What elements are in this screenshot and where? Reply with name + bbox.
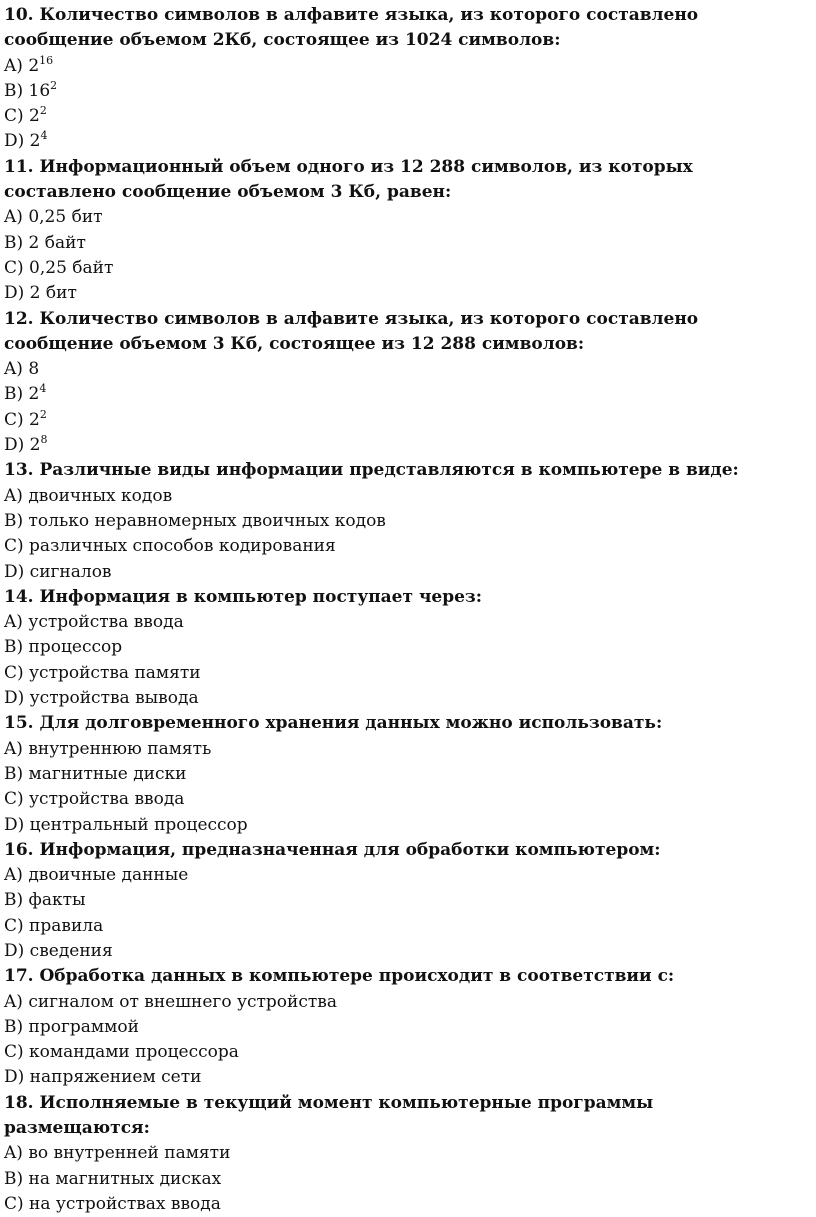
option-b: B) факты	[4, 890, 86, 911]
option-d: D) сигналов	[4, 561, 112, 582]
question-14	[4, 585, 796, 711]
question-11	[4, 155, 796, 307]
option-b: B) 2 байт	[4, 232, 86, 253]
option-a: A) двоичных кодов	[4, 485, 173, 506]
option-a: A) двоичные данные	[4, 865, 189, 886]
option-b: B) программой	[4, 1016, 139, 1037]
option-a: A) $2^{16}$	[4, 53, 54, 76]
option-a: A) сигналом от внешнего устройства	[4, 991, 337, 1012]
option-c: C) командами процессора	[4, 1042, 239, 1063]
option-c: C) устройства ввода	[4, 789, 185, 810]
question-16	[4, 838, 796, 964]
option-b: B) только неравномерных двоичных кодов	[4, 510, 386, 531]
question-text: 18. Исполняемые в текущий момент компьютерные программы размещаются:	[4, 1092, 654, 1139]
option-b: B) магнитные диски	[4, 763, 187, 784]
option-d: D) 2 бит	[4, 283, 77, 304]
option-d: D) сведения	[4, 940, 113, 961]
question-17	[4, 964, 796, 1090]
question-text: 13. Различные виды информации представляются в компьютере в виде:	[4, 460, 739, 481]
question-18	[4, 1091, 796, 1217]
option-b: B) на магнитных дисках	[4, 1168, 222, 1189]
option-a: A) внутреннюю память	[4, 738, 212, 759]
option-c: C) различных способов кодирования	[4, 536, 336, 557]
question-text: 10. Количество символов в алфавите языка, из которого составлено сообщение объемом 2Кб, состоящее из 1024 символов:	[4, 5, 699, 51]
option-c: C) устройства памяти	[4, 662, 201, 683]
question-text: 12. Количество символов в алфавите языка, из которого составлено сообщение объемом 3 Кб, состоящее из 12 288 символов:	[4, 308, 699, 354]
question-10	[4, 3, 796, 155]
question-text: 11. Информационный объем одного из 12 288 символов, из которых составлено сообщение объемом 3 Кб, равен:	[4, 156, 693, 203]
option-a: A) 8	[4, 359, 40, 380]
option-c: C) 0,25 байт	[4, 257, 114, 278]
option-d: D) $2^4$	[4, 129, 48, 152]
option-b: B) $2^4$	[4, 382, 47, 405]
option-c: C) на устройствах ввода	[4, 1193, 221, 1214]
question-text: 16. Информация, предназначенная для обработки компьютером:	[4, 839, 661, 860]
question-13	[4, 458, 796, 584]
option-b: B) процессор	[4, 637, 123, 658]
option-d: D) $2^8$	[4, 433, 48, 456]
question-text: 15. Для долговременного хранения данных можно использовать:	[4, 713, 663, 734]
question-text: 17. Обработка данных в компьютере происходит в соответствии с:	[4, 966, 675, 987]
question-text: 14. Информация в компьютер поступает через:	[4, 586, 483, 607]
option-d: D) центральный процессор	[4, 814, 248, 835]
option-d: D) напряжением сети	[4, 1067, 202, 1088]
option-b: B) $16^2$	[4, 78, 58, 101]
option-d: D) устройства вывода	[4, 688, 199, 709]
option-c: C) $2^2$	[4, 407, 47, 430]
option-a: A) во внутренней памяти	[4, 1143, 231, 1164]
option-c: C) правила	[4, 915, 104, 936]
question-12	[4, 307, 796, 459]
option-a: A) устройства ввода	[4, 612, 184, 633]
option-a: A) 0,25 бит	[4, 207, 103, 228]
option-c: C) $2^2$	[4, 104, 47, 127]
question-15	[4, 711, 796, 837]
